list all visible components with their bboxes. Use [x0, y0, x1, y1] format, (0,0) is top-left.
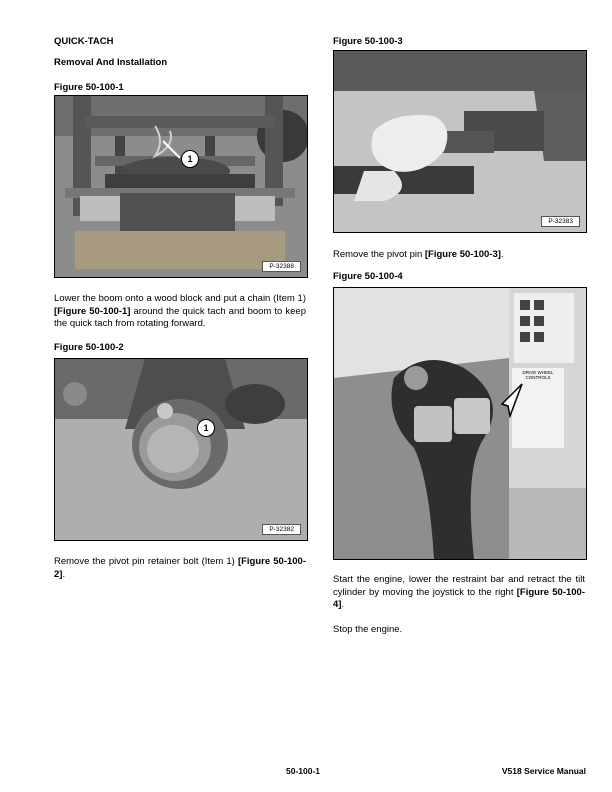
paragraph-5: Stop the engine.: [333, 624, 403, 635]
drive-wheel-controls-label: DRIVE WHEEL CONTROLS: [522, 370, 554, 380]
pivot-pin-retainer-illustration: [55, 359, 307, 540]
figure-label-2: Figure 50-100-2: [54, 342, 124, 353]
section-title: QUICK-TACH: [54, 36, 114, 47]
pivot-pin-removal-illustration: [334, 51, 586, 232]
callout-1: 1: [197, 419, 215, 437]
paragraph-4: Start the engine, lower the restraint bar and retract the tilt cylinder by moving the joystick to the right [Figure 50-100-4].: [333, 574, 586, 610]
figure-50-100-4-photo: [333, 287, 587, 560]
paragraph-3: Remove the pivot pin [Figure 50-100-3].: [333, 249, 504, 260]
page-number: 50-100-1: [286, 766, 321, 776]
figure-reference[interactable]: [Figure 50-100-3]: [424, 249, 501, 260]
figure-50-100-1-photo: [54, 95, 308, 278]
quick-tach-chain-illustration: [55, 96, 307, 277]
manual-title: V518 Service Manual: [501, 766, 586, 776]
joystick-panel-illustration: [334, 288, 586, 559]
figure-label-3: Figure 50-100-3: [333, 36, 403, 47]
figure-label-4: Figure 50-100-4: [333, 271, 403, 282]
paragraph-2: Remove the pivot pin retainer bolt (Item 1) [Figure 50-100-2].: [54, 556, 306, 580]
figure-code: P-32382: [262, 524, 301, 535]
figure-label-1: Figure 50-100-1: [54, 82, 124, 93]
figure-50-100-3-photo: [333, 50, 587, 233]
figure-reference[interactable]: [Figure 50-100-4]: [333, 586, 586, 610]
subsection-title: Removal And Installation: [54, 57, 168, 68]
figure-50-100-2-photo: [54, 358, 308, 541]
figure-code: P-32388: [262, 261, 301, 272]
figure-code: P-32383: [541, 216, 580, 227]
paragraph-1: Lower the boom onto a wood block and put a chain (Item 1) [Figure 50-100-1] around the quick tach and boom to keep the quick tach from rotating forward.: [54, 293, 306, 329]
figure-reference[interactable]: [Figure 50-100-2]: [54, 556, 306, 580]
callout-1: 1: [181, 150, 199, 168]
figure-reference[interactable]: [Figure 50-100-1]: [54, 305, 131, 317]
